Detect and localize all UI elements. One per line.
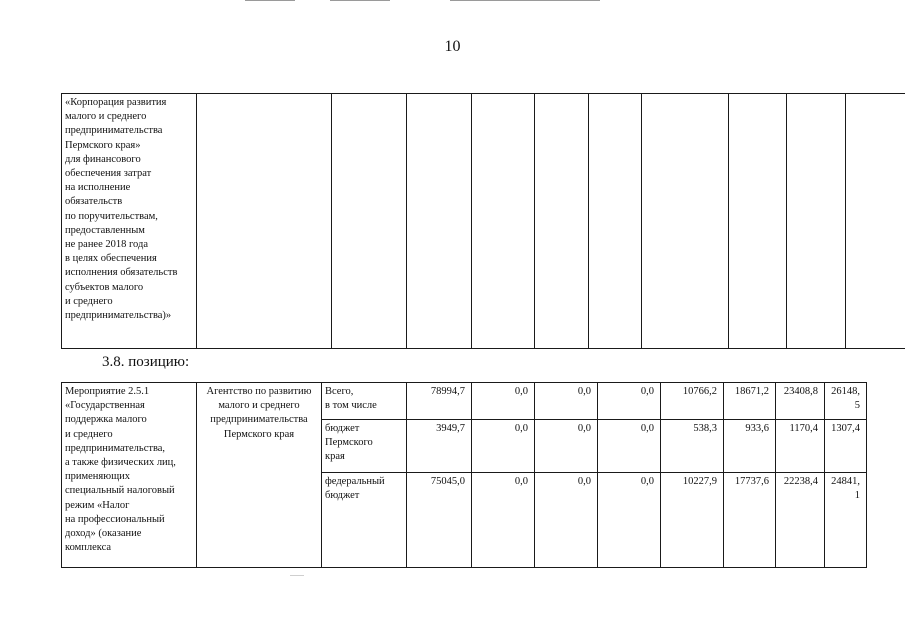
funding-table (61, 382, 867, 568)
value-cell: 0,0 (598, 473, 661, 568)
value-cell: 0,0 (472, 383, 535, 420)
value-cell: 24841,1 (825, 473, 867, 568)
funding-source (322, 473, 407, 568)
executor-cell (197, 383, 322, 568)
value-cell: 78994,7 (407, 383, 472, 420)
page-number: 10 (444, 38, 461, 55)
value-cell: 0,0 (598, 420, 661, 473)
funding-source (322, 383, 407, 420)
empty-cell (332, 94, 407, 349)
text-line: малого и среднего (218, 400, 300, 412)
text-line: на профессиональный (65, 513, 165, 525)
measure-description (62, 383, 197, 568)
text-line: исполнения обязательств (65, 267, 178, 279)
empty-cell (197, 94, 332, 349)
value-cell: 0,0 (535, 420, 598, 473)
text-line: федеральный (325, 476, 385, 487)
text-line: в целях обеспечения (65, 253, 157, 265)
top-rule-right (450, 0, 600, 1)
continuation-table (61, 93, 905, 349)
value-cell: 1170,4 (776, 420, 825, 473)
empty-cell (729, 94, 787, 349)
text-line: обеспечения затрат (65, 168, 152, 180)
value-cell: 3949,7 (407, 420, 472, 473)
text-line: субъектов малого (65, 281, 144, 293)
text-line: в том числе (325, 400, 377, 412)
text-line: режим «Налог (65, 499, 130, 511)
text-line: предпринимательства)» (65, 310, 172, 322)
text-line: Пермского (325, 437, 373, 449)
value-cell: 0,0 (598, 383, 661, 420)
text-line: и среднего (65, 295, 113, 307)
empty-cell (535, 94, 589, 349)
value-cell: 0,0 (535, 473, 598, 568)
top-rule-left (245, 0, 295, 1)
text-line: комплекса (65, 542, 112, 554)
text-line: бюджет (325, 423, 360, 434)
text-line: Агентство по развитию (206, 386, 312, 397)
value-cell: 10227,9 (661, 473, 724, 568)
empty-cell (846, 94, 905, 349)
text-line: Мероприятие 2.5.1 (65, 386, 150, 397)
empty-cell (472, 94, 535, 349)
text-line: специальный налоговый (65, 485, 175, 497)
text-line: по поручительствам, (65, 210, 158, 222)
text-line: поддержка малого (65, 414, 147, 426)
value-cell: 933,6 (724, 420, 776, 473)
text-line: Всего, (325, 386, 354, 397)
value-cell: 22238,4 (776, 473, 825, 568)
value-cell: 0,0 (535, 383, 598, 420)
text-line: предоставленным (65, 224, 145, 236)
text-line: предпринимательства (210, 414, 308, 426)
table-row (62, 383, 867, 420)
empty-cell (407, 94, 472, 349)
text-line: доход» (оказание (65, 528, 142, 540)
text-line: применяющих (65, 471, 131, 483)
section-label: 3.8. позицию: (102, 354, 190, 370)
text-line: Пермского края» (65, 139, 141, 151)
text-line: бюджет (325, 490, 360, 502)
value-cell: 0,0 (472, 473, 535, 568)
text-line: малого и среднего (65, 111, 147, 123)
text-line: «Корпорация развития (65, 97, 167, 108)
empty-cell (642, 94, 729, 349)
value-cell: 18671,2 (724, 383, 776, 420)
value-cell: 538,3 (661, 420, 724, 473)
measure-description-continued (62, 94, 197, 349)
funding-source (322, 420, 407, 473)
top-rule-mid (330, 0, 390, 1)
text-line: края (325, 451, 345, 463)
value-cell: 1307,4 (825, 420, 867, 473)
value-cell: 75045,0 (407, 473, 472, 568)
empty-cell (589, 94, 642, 349)
empty-cell (787, 94, 846, 349)
value-cell: 23408,8 (776, 383, 825, 420)
value-cell: 10766,2 (661, 383, 724, 420)
scan-speck (290, 575, 304, 576)
text-line: не ранее 2018 года (65, 239, 149, 251)
text-line: для финансового (65, 153, 141, 165)
text-line: на исполнение (65, 182, 131, 194)
value-cell: 26148,5 (825, 383, 867, 420)
text-line: предпринимательства, (65, 442, 166, 454)
value-cell: 0,0 (472, 420, 535, 473)
text-line: Пермского края (223, 428, 295, 440)
text-line: «Государственная (65, 400, 145, 412)
text-line: а также физических лиц, (65, 457, 176, 469)
text-line: обязательств (65, 196, 123, 208)
value-cell: 17737,6 (724, 473, 776, 568)
text-line: и среднего (65, 428, 113, 440)
text-line: предпринимательства (65, 125, 163, 137)
